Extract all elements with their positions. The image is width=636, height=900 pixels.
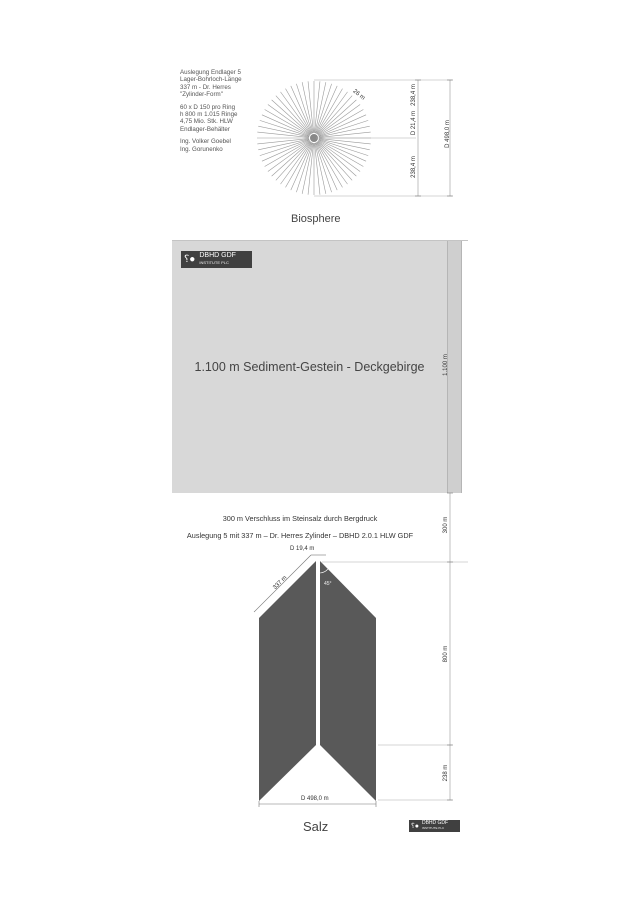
note-line: Lager-Bohrloch-Länge — [180, 76, 242, 84]
dim-center-label: D 21,4 m — [411, 110, 417, 136]
seal-dim-label: 300 m — [443, 516, 449, 534]
seal-caption-line2: Auslegung 5 mit 337 m – Dr. Herres Zylinder – DBHD 2.0.1 HLW GDF — [186, 531, 414, 540]
radius-label: 26 m — [351, 88, 366, 102]
note-line: Auslegung Endlager 5 — [180, 69, 241, 76]
bottom-dim-label: 238 m — [443, 764, 449, 782]
logo-title: DBHD GDF — [421, 820, 449, 827]
dim-total-label: D 498,0 m — [445, 120, 451, 148]
note-line: Ing. Gorunenko — [180, 145, 223, 153]
slant-length-label: 337 m — [272, 574, 289, 592]
logo-subtitle: INSTITUTE PLC — [421, 826, 445, 830]
note-line: 60 x D 150 pro Ring — [180, 103, 236, 111]
bottom-diameter-label: D 498,0 m — [301, 796, 329, 802]
logo-subtitle: INSTITUTE PLC — [199, 259, 229, 265]
logo-badge-small — [409, 820, 460, 832]
note-line: Ing. Volker Goebel — [180, 138, 231, 146]
top-diameter-label: D 19,4 m — [290, 546, 315, 552]
dim-bottom-label: 238,4 m — [411, 156, 417, 178]
repository-body — [320, 561, 376, 801]
sediment-label: 1.100 m Sediment-Gestein - Deckgebirge — [194, 360, 425, 374]
note-line: 4,75 Mio. Stk. HLW — [180, 118, 233, 126]
salz-label: Salz — [303, 819, 329, 834]
angle-label: 45° — [324, 581, 332, 587]
note-line: 337 m - Dr. Herres — [180, 83, 231, 91]
note-line: h 800 m 1.015 Ringe — [180, 111, 238, 119]
logo-icon: ⸮● — [184, 253, 196, 265]
logo-icon: ⸮● — [411, 822, 419, 830]
logo-title: DBHD GDF — [199, 252, 236, 259]
note-line: "Zylinder-Form" — [180, 91, 223, 99]
note-line: Endlager-Behälter — [180, 125, 230, 133]
dim-top-label: 238,4 m — [411, 84, 417, 106]
biosphere-label: Biosphere — [291, 213, 341, 225]
seal-caption-line1: 300 m Verschluss im Steinsalz durch Bergdruck — [222, 514, 378, 523]
sediment-dim-label: 1.100 m — [443, 354, 449, 376]
repository-body — [259, 561, 316, 801]
height-dim-label: 800 m — [443, 645, 449, 663]
